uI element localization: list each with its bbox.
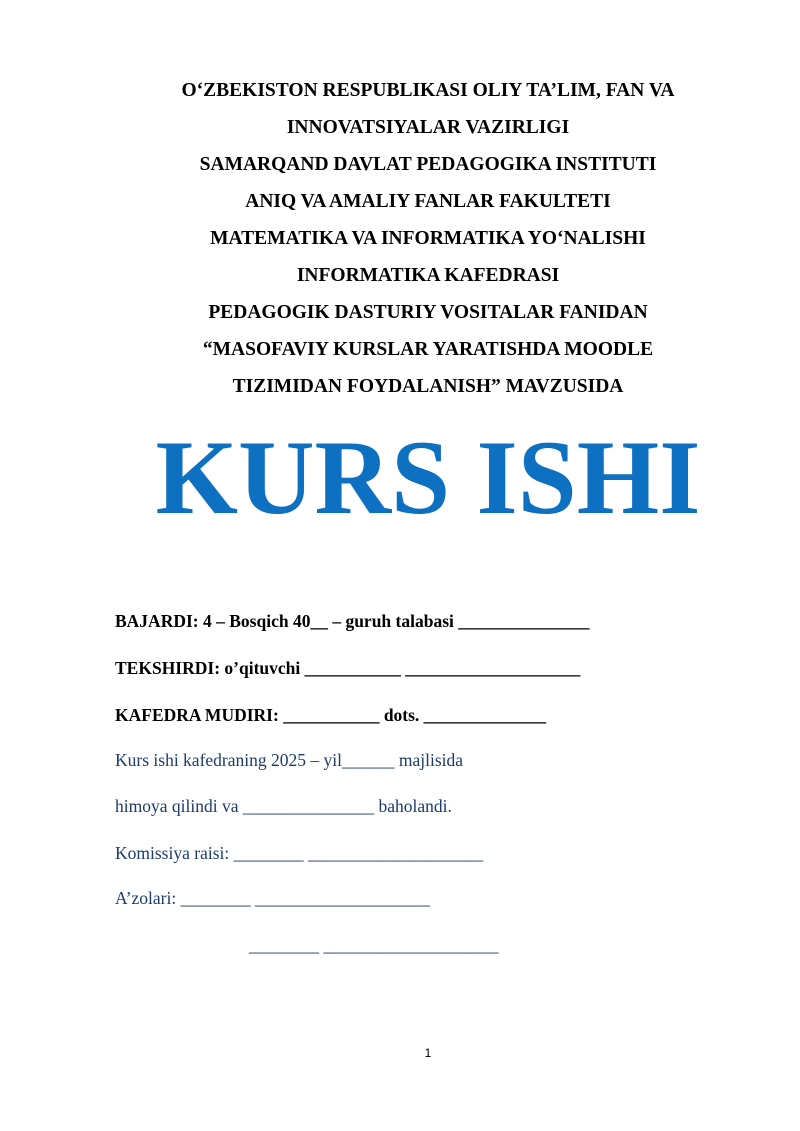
document-header <box>100 72 756 405</box>
defense-grade-line: himoya qilindi va _______________ baholandi. <box>115 796 452 816</box>
commission-chair-line: Komissiya raisi: ________ ____________________ <box>115 843 483 863</box>
header-direction: MATEMATIKA VA INFORMATIKA YO‘NALISHI <box>210 228 646 249</box>
bajardi-line: BAJARDI: 4 – Bosqich 40__ – guruh talabasi _______________ <box>115 611 590 631</box>
commission-members-extra-line: ________ ____________________ <box>249 935 499 955</box>
commission-members-line: A’zolari: ________ ____________________ <box>115 888 430 908</box>
document-title: KURS ISHI <box>155 419 701 536</box>
header-subject: PEDAGOGIK DASTURIY VOSITALAR FANIDAN <box>208 302 648 323</box>
header-institute: SAMARQAND DAVLAT PEDAGOGIKA INSTITUTI <box>199 154 657 175</box>
page-number: 1 <box>424 1046 432 1060</box>
tekshirdi-line: TEKSHIRDI: o’qituvchi ___________ ____________________ <box>115 658 581 678</box>
header-ministry-line-1: O‘ZBEKISTON RESPUBLIKASI OLIY TA’LIM, FAN VA <box>181 80 675 101</box>
defense-meeting-line: Kurs ishi kafedraning 2025 – yil______ majlisida <box>115 750 464 770</box>
header-ministry-line-2: INNOVATSIYALAR VAZIRLIGI <box>286 117 570 138</box>
header-topic-line-2: TIZIMIDAN FOYDALANISH” MAVZUSIDA <box>232 376 624 397</box>
header-faculty: ANIQ VA AMALIY FANLAR FAKULTETI <box>245 191 611 212</box>
kafedra-mudiri-line: KAFEDRA MUDIRI: ___________ dots. ______________ <box>115 705 547 725</box>
header-department: INFORMATIKA KAFEDRASI <box>296 265 560 286</box>
header-topic-line-1: “MASOFAVIY KURSLAR YARATISHDA MOODLE <box>202 339 654 360</box>
